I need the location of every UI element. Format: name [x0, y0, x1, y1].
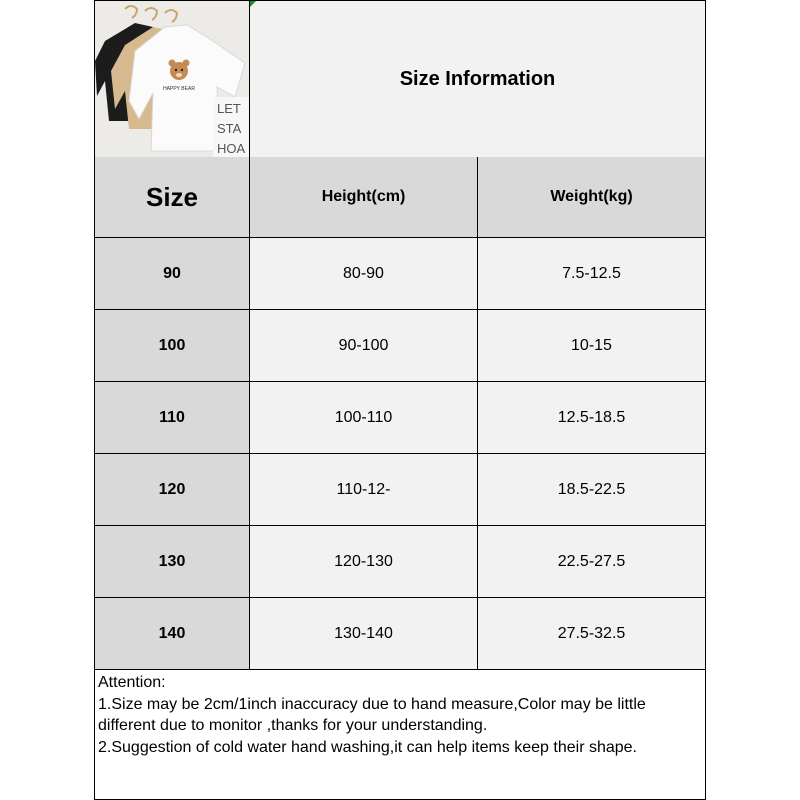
notes-line-1: 1.Size may be 2cm/1inch inaccuracy due to hand measure,Color may be little — [98, 695, 646, 713]
product-photo — [95, 1, 250, 157]
size-cell: 100 — [95, 310, 250, 381]
table-row — [95, 454, 705, 526]
size-chart — [94, 0, 706, 800]
column-header-height: Height(cm) — [250, 157, 478, 237]
size-cell: 110 — [95, 382, 250, 453]
column-header-weight: Weight(kg) — [550, 188, 633, 205]
height-cell: 130-140 — [250, 598, 478, 669]
table-row — [95, 598, 705, 670]
height-cell: 100-110 — [250, 382, 478, 453]
height-cell: 80-90 — [250, 238, 478, 309]
weight-cell: 27.5-32.5 — [478, 598, 705, 669]
attention-notes — [95, 670, 705, 760]
height-cell: 110-12- — [250, 454, 478, 525]
notes-line-2: different due to monitor ,thanks for your understanding. — [98, 717, 488, 734]
chart-title: Size Information — [399, 67, 556, 90]
size-table — [95, 157, 705, 670]
table-row — [95, 382, 705, 454]
size-cell: 130 — [95, 526, 250, 597]
column-header-size: Size — [95, 157, 250, 237]
weight-cell: 12.5-18.5 — [478, 382, 705, 453]
title-cell — [250, 1, 705, 157]
height-cell: 90-100 — [250, 310, 478, 381]
chart-header — [95, 1, 705, 158]
sign-text-1: LET — [217, 101, 241, 116]
table-row — [95, 310, 705, 382]
size-cell: 120 — [95, 454, 250, 525]
notes-heading: Attention: — [98, 674, 166, 691]
table-row — [95, 238, 705, 310]
table-header-row — [95, 157, 705, 238]
sign-text-3: HOA — [217, 141, 246, 156]
weight-cell: 18.5-22.5 — [478, 454, 705, 525]
table-row — [95, 526, 705, 598]
weight-cell: 10-15 — [478, 310, 705, 381]
product-photo-illustration — [95, 1, 249, 157]
shirt-print-text: HAPPY BEAR — [163, 86, 195, 92]
sign-text-2: STA — [217, 121, 242, 136]
size-cell: 140 — [95, 598, 250, 669]
notes-line-3: 2.Suggestion of cold water hand washing,it can help items keep their shape. — [98, 738, 637, 756]
weight-cell: 22.5-27.5 — [478, 526, 705, 597]
corner-mark — [250, 1, 256, 7]
weight-cell: 7.5-12.5 — [478, 238, 705, 309]
size-cell: 90 — [95, 238, 250, 309]
height-cell: 120-130 — [250, 526, 478, 597]
